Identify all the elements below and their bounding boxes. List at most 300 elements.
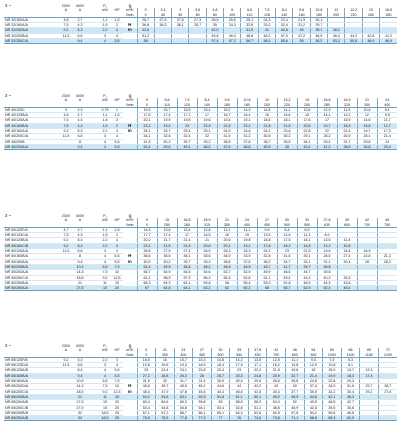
head-value: 33,8 bbox=[241, 23, 258, 28]
head-value: 54,8 bbox=[174, 405, 193, 410]
q-label: Q bbox=[128, 94, 132, 98]
head-value: 39,4 bbox=[337, 275, 357, 280]
head-value: 39,2 bbox=[197, 139, 217, 144]
q-label: Q bbox=[128, 4, 132, 8]
flow-lmin-value: 125 bbox=[258, 13, 275, 18]
power-hp: 5,5 bbox=[111, 373, 123, 378]
current-400v: 10,9 bbox=[73, 379, 87, 384]
head-value: 44 bbox=[230, 384, 249, 389]
head-value: 36,3 bbox=[154, 23, 171, 28]
power-hp: 5,5 bbox=[111, 259, 123, 264]
h-label: H bbox=[128, 22, 132, 28]
power-hp: 7,5 bbox=[111, 264, 123, 269]
head-value: 25,4 bbox=[177, 129, 197, 134]
amp-unit: A bbox=[78, 218, 82, 223]
head-value: 54,2 bbox=[304, 410, 323, 415]
q-unit-lmin: l/min bbox=[125, 102, 134, 107]
current-400v: 14,3 bbox=[73, 270, 87, 275]
power-hp: 4 bbox=[111, 134, 123, 139]
power-hp: 4 bbox=[111, 33, 123, 38]
power-kw: 11 bbox=[99, 394, 111, 399]
flow-lmin-value: 0 bbox=[137, 353, 156, 358]
head-value: 12,5 bbox=[267, 357, 286, 362]
power-hp: 2 bbox=[111, 233, 123, 238]
flow-m3h-value: 48 bbox=[286, 348, 305, 352]
head-value: 36,7 bbox=[257, 139, 277, 144]
head-value: 49,5 bbox=[304, 400, 323, 405]
head-value: 31,4 bbox=[193, 379, 212, 384]
head-value: 35,6 bbox=[341, 405, 360, 410]
head-value: 58,9 bbox=[157, 275, 177, 280]
current-400v: 8 bbox=[73, 254, 87, 259]
head-value: 21,5 bbox=[277, 123, 297, 128]
head-value: 19,6 bbox=[197, 118, 217, 123]
head-value: 25,3 bbox=[237, 249, 257, 254]
head-value: 13,5 bbox=[317, 238, 337, 243]
pump-table bbox=[4, 4, 397, 44]
head-value: 54,6 bbox=[197, 270, 217, 275]
head-value: 13,4 bbox=[177, 227, 197, 232]
power-kw: 9,2 bbox=[99, 275, 111, 280]
head-value: 49,4 bbox=[224, 33, 241, 38]
q-unit-m3h: m³/h bbox=[126, 8, 134, 13]
head-value: 35,6 bbox=[197, 254, 217, 259]
flow-m3h-value: 24 bbox=[237, 218, 257, 222]
model-name: NR 65/250B/B bbox=[4, 410, 59, 415]
model-name: NR 65/160A/A bbox=[4, 379, 59, 384]
head-value: 54,1 bbox=[193, 405, 212, 410]
flow-m3h-value: 54 bbox=[304, 348, 323, 352]
head-value: 67 bbox=[137, 286, 157, 291]
head-value: 16,2 bbox=[267, 363, 286, 368]
current-400v: 9,4 bbox=[73, 259, 87, 264]
phase-title: 3 ~ bbox=[5, 214, 11, 218]
model-name: NR 65/200A/B bbox=[4, 400, 59, 405]
power-kw: 4 bbox=[99, 144, 111, 149]
model-name: NR 65/250A/B bbox=[4, 416, 59, 421]
amp-unit: A bbox=[78, 8, 82, 13]
flow-lmin-value: 900 bbox=[304, 353, 323, 358]
head-value: 10,8 bbox=[323, 363, 342, 368]
head-value: 46,8 bbox=[237, 144, 257, 149]
head-value: 75,5 bbox=[156, 416, 175, 421]
head-value: 17 bbox=[177, 233, 197, 238]
current-230v bbox=[59, 144, 73, 149]
head-value: 29,2 bbox=[360, 389, 379, 394]
head-value: 25,1 bbox=[197, 129, 217, 134]
power-hp: 2 bbox=[111, 23, 123, 28]
model-name: NR 32/160A/A bbox=[4, 23, 59, 28]
flow-m3h-value: 66 bbox=[341, 348, 360, 352]
head-value: 15,7 bbox=[157, 107, 177, 112]
flow-m3h-value: 69 bbox=[360, 348, 379, 352]
head-value: 21,4 bbox=[177, 238, 197, 243]
head-value: 8,1 bbox=[341, 363, 360, 368]
head-value: 25,7 bbox=[157, 129, 177, 134]
current-400v: 18,5 bbox=[73, 389, 87, 394]
head-value: 14,3 bbox=[230, 357, 249, 362]
head-value: 19,8 bbox=[237, 238, 257, 243]
head-value: 7,5 bbox=[323, 357, 342, 362]
head-value: 46,5 bbox=[217, 264, 237, 269]
head-value: 18,8 bbox=[257, 238, 277, 243]
head-value: 54,9 bbox=[157, 270, 177, 275]
power-kw: 2,2 bbox=[99, 129, 111, 134]
current-230v: 7,5 bbox=[59, 233, 73, 238]
head-value: 19,8 bbox=[137, 363, 156, 368]
head-value: 24,2 bbox=[257, 249, 277, 254]
head-value: 50,8 bbox=[345, 39, 362, 44]
flow-m3h-value: 37,8 bbox=[248, 348, 267, 352]
head-value: 31,5 bbox=[277, 254, 297, 259]
head-value: 36,1 bbox=[177, 254, 197, 259]
head-value: 52,9 bbox=[297, 286, 317, 291]
flow-lmin-value: 40 bbox=[154, 13, 171, 18]
power-kw: 2,2 bbox=[99, 357, 111, 362]
spacer bbox=[123, 416, 137, 421]
power-hp: 12,5 bbox=[111, 389, 123, 394]
head-value: 24,1 bbox=[257, 129, 277, 134]
power-kw: 18,5 bbox=[99, 416, 111, 421]
flow-m3h-value: 13,2 bbox=[345, 8, 362, 12]
model-name: NR 40/125C bbox=[4, 107, 59, 112]
head-value: 37,7 bbox=[286, 389, 305, 394]
head-value: 53,6 bbox=[156, 394, 175, 399]
head-value: 25,1 bbox=[241, 17, 258, 22]
head-value: 31,2 bbox=[293, 23, 310, 28]
head-value: 26,5 bbox=[206, 17, 223, 22]
current-230v bbox=[59, 286, 73, 291]
current-400v: 21 bbox=[73, 280, 87, 285]
head-value: 31,9 bbox=[137, 379, 156, 384]
current-400v: 27,5 bbox=[73, 286, 87, 291]
head-value: 49,9 bbox=[257, 270, 277, 275]
head-value: 38,6 bbox=[337, 144, 357, 149]
power-hp: 2 bbox=[111, 118, 123, 123]
head-value: 54,2 bbox=[137, 394, 156, 399]
power-kw: 2,2 bbox=[99, 238, 111, 243]
h-unit: m bbox=[127, 259, 132, 264]
head-value: 32 bbox=[197, 134, 217, 139]
flow-lmin-value: 550 bbox=[297, 223, 317, 228]
kw-label: kW bbox=[102, 8, 108, 13]
head-value: 24,1 bbox=[174, 368, 193, 373]
head-value: 30,2 bbox=[277, 134, 297, 139]
head-value: 62 bbox=[217, 286, 237, 291]
flow-lmin-value: 450 bbox=[193, 353, 212, 358]
flow-lmin-value: 60 bbox=[189, 13, 206, 18]
flow-lmin-value: 280 bbox=[317, 103, 337, 108]
power-hp: 1,5 bbox=[111, 17, 123, 22]
head-value: 28,2 bbox=[317, 134, 337, 139]
head-value: 48,4 bbox=[177, 264, 197, 269]
q-unit-m3h: m³/h bbox=[126, 348, 134, 353]
head-value: 57,9 bbox=[177, 275, 197, 280]
head-value: 19,6 bbox=[156, 363, 175, 368]
current-400v: 5,3 bbox=[73, 28, 87, 33]
current-230v bbox=[59, 39, 73, 44]
head-value: 8,4 bbox=[277, 227, 297, 232]
head-value: 30,4 bbox=[230, 379, 249, 384]
model-name: NR 32/200A/A bbox=[4, 28, 59, 33]
head-value: 23,9 bbox=[267, 373, 286, 378]
table-row bbox=[4, 286, 397, 291]
head-value: 24 bbox=[377, 139, 397, 144]
head-value: 19,6 bbox=[317, 249, 337, 254]
head-value: 53,4 bbox=[211, 405, 230, 410]
model-name: NR 32/160A/A bbox=[4, 17, 59, 22]
head-value: 42 bbox=[267, 384, 286, 389]
head-value: 61,2 bbox=[137, 275, 157, 280]
amp-unit: A bbox=[78, 348, 82, 353]
head-value: 50,1 bbox=[248, 394, 267, 399]
head-value: 28,7 bbox=[137, 17, 154, 22]
head-value: 17,5 bbox=[277, 238, 297, 243]
current-230v: 9,2 bbox=[59, 28, 73, 33]
flow-lmin-value: 350 bbox=[357, 103, 377, 108]
head-value: 18,3 bbox=[341, 373, 360, 378]
head-value: 44,3 bbox=[297, 275, 317, 280]
head-value: 26 bbox=[193, 373, 212, 378]
flow-lmin-value: 180 bbox=[237, 103, 257, 108]
head-value: 16,5 bbox=[197, 233, 217, 238]
head-value bbox=[154, 39, 171, 44]
head-value: 11,1 bbox=[286, 357, 305, 362]
head-value: 14,9 bbox=[137, 227, 157, 232]
flow-m3h-value: 6,6 bbox=[241, 8, 258, 12]
flow-m3h-value: 13,2 bbox=[277, 98, 297, 102]
head-value: 20,3 bbox=[341, 379, 360, 384]
power-hp: 12,5 bbox=[111, 275, 123, 280]
head-value: 25 bbox=[137, 368, 156, 373]
head-value: 45,4 bbox=[328, 33, 345, 38]
power-hp: 20 bbox=[111, 286, 123, 291]
current-230v: 11,5 bbox=[59, 134, 73, 139]
head-value: 36,8 bbox=[317, 264, 337, 269]
head-value: 34,8 bbox=[357, 144, 377, 149]
head-value: 45,9 bbox=[237, 264, 257, 269]
head-value: 68,8 bbox=[304, 416, 323, 421]
head-value: 12,8 bbox=[197, 227, 217, 232]
head-value: 23 bbox=[177, 123, 197, 128]
head-value: 55,3 bbox=[217, 275, 237, 280]
power-hp: 5,5 bbox=[111, 139, 123, 144]
head-value: 15,3 bbox=[193, 357, 212, 362]
head-value: 29,1 bbox=[297, 134, 317, 139]
kw-label: kW bbox=[102, 218, 108, 223]
head-value: 24,8 bbox=[304, 379, 323, 384]
current-230v: 7,5 bbox=[59, 23, 73, 28]
power-hp: 1 bbox=[111, 107, 123, 112]
head-value: 52,4 bbox=[137, 144, 157, 149]
head-value: 18,4 bbox=[337, 249, 357, 254]
head-value: 14,6 bbox=[357, 118, 377, 123]
head-value: 46,9 bbox=[380, 39, 397, 44]
head-value: 52 bbox=[286, 400, 305, 405]
current-230v: 9,2 bbox=[59, 243, 73, 248]
head-value: 45,8 bbox=[230, 389, 249, 394]
head-value: 19,3 bbox=[174, 363, 193, 368]
q-unit-lmin: l/min bbox=[125, 222, 134, 227]
model-name: NR 40/125A/A bbox=[4, 118, 59, 123]
head-value: 53,9 bbox=[257, 280, 277, 285]
head-value: 33,2 bbox=[258, 23, 275, 28]
head-value: 44,4 bbox=[211, 389, 230, 394]
head-value: 28,6 bbox=[137, 249, 157, 254]
head-value: 17,6 bbox=[297, 118, 317, 123]
head-value: 18,5 bbox=[257, 118, 277, 123]
flow-lmin-value: 160 bbox=[293, 13, 310, 18]
head-value: 21,4 bbox=[337, 129, 357, 134]
power-kw: 1,5 bbox=[99, 23, 111, 28]
head-value: 15,9 bbox=[337, 118, 357, 123]
model-name: NR 50/250A/A bbox=[4, 286, 59, 291]
head-value: 15,9 bbox=[323, 368, 342, 373]
flow-m3h-value: 10,8 bbox=[310, 8, 327, 12]
head-value: 21,5 bbox=[297, 249, 317, 254]
flow-lmin-value: 500 bbox=[277, 223, 297, 228]
current-400v: 6,6 bbox=[73, 33, 87, 38]
current-400v: 10,9 bbox=[73, 264, 87, 269]
power-hp: 3 bbox=[111, 238, 123, 243]
p2-label: P₂ bbox=[103, 94, 107, 98]
flow-m3h-value: 15 bbox=[362, 8, 379, 12]
head-value: 27,3 bbox=[189, 17, 206, 22]
power-kw: 3 bbox=[99, 363, 111, 368]
power-kw: 1,1 bbox=[99, 113, 111, 118]
q-unit-m3h: m³/h bbox=[126, 98, 134, 103]
head-value: 62,6 bbox=[248, 410, 267, 415]
head-value: 42,5 bbox=[248, 389, 267, 394]
head-value: 27,4 bbox=[337, 254, 357, 259]
head-value: 57,4 bbox=[206, 39, 223, 44]
q-unit-lmin: l/min bbox=[125, 352, 134, 357]
current-400v: 2,7 bbox=[73, 227, 87, 232]
head-value: 11,8 bbox=[337, 238, 357, 243]
spacer bbox=[123, 144, 137, 149]
hp-label: HP bbox=[114, 348, 120, 353]
flow-m3h-value: 33 bbox=[297, 218, 317, 222]
head-value: 21,4 bbox=[377, 134, 397, 139]
head-value: 24,8 bbox=[357, 254, 377, 259]
head-value: 17 bbox=[317, 118, 337, 123]
flow-lmin-value: 800 bbox=[286, 353, 305, 358]
head-value: 67,1 bbox=[137, 410, 156, 415]
power-hp: 5,5 bbox=[111, 368, 123, 373]
head-value: 22,5 bbox=[217, 123, 237, 128]
head-value: 30,9 bbox=[211, 379, 230, 384]
power-hp: 10 bbox=[111, 384, 123, 389]
flow-m3h-value: 15 bbox=[297, 98, 317, 102]
head-value: 30,8 bbox=[257, 134, 277, 139]
power-hp: 25 bbox=[111, 410, 123, 415]
head-value: 21,9 bbox=[157, 243, 177, 248]
flow-lmin-value: 550 bbox=[230, 353, 249, 358]
current-400v: 2,7 bbox=[73, 17, 87, 22]
head-value: 26,3 bbox=[217, 249, 237, 254]
current-230v: 9,2 bbox=[59, 129, 73, 134]
head-value: 16,7 bbox=[217, 113, 237, 118]
head-value: 60,5 bbox=[267, 410, 286, 415]
model-name: NR 40/160B/A bbox=[4, 123, 59, 128]
power-hp: 20 bbox=[111, 405, 123, 410]
head-value: 51,1 bbox=[257, 275, 277, 280]
model-name: NR 65/125F/B bbox=[4, 357, 59, 362]
power-hp: 20 bbox=[111, 400, 123, 405]
power-hp: 15 bbox=[111, 280, 123, 285]
flow-lmin-value: 0 bbox=[137, 13, 154, 18]
head-value: 33,4 bbox=[317, 139, 337, 144]
flow-lmin-value: 400 bbox=[237, 223, 257, 228]
head-value: 44,6 bbox=[211, 384, 230, 389]
head-value: 42,5 bbox=[137, 28, 154, 33]
current-400v: 9,4 bbox=[73, 373, 87, 378]
pump-table bbox=[4, 344, 397, 421]
p2-label: P₂ bbox=[103, 214, 107, 218]
head-value: 24,3 bbox=[258, 17, 275, 22]
head-value: 12,1 bbox=[217, 227, 237, 232]
head-value: 16,5 bbox=[137, 357, 156, 362]
current-400v: 14,3 bbox=[73, 384, 87, 389]
head-value: 36,6 bbox=[137, 254, 157, 259]
head-value: 21,8 bbox=[257, 123, 277, 128]
head-value: 10,8 bbox=[337, 243, 357, 248]
voltage-230-label: 230V bbox=[61, 344, 71, 348]
head-value: 34,1 bbox=[137, 134, 157, 139]
current-400v: 4,3 bbox=[73, 233, 87, 238]
head-value: 62,1 bbox=[177, 280, 197, 285]
flow-m3h-value: 16,8 bbox=[177, 218, 197, 222]
head-value: 12,3 bbox=[317, 243, 337, 248]
head-value: 14,9 bbox=[237, 107, 257, 112]
head-value: 37,8 bbox=[237, 139, 257, 144]
head-value: 45,9 bbox=[286, 405, 305, 410]
model-name: NR 40/200C/A bbox=[4, 134, 59, 139]
head-value: 56,7 bbox=[241, 39, 258, 44]
head-value: 51,1 bbox=[248, 405, 267, 410]
power-kw: 1,5 bbox=[99, 118, 111, 123]
head-value: 17,8 bbox=[257, 243, 277, 248]
flow-lmin-value: 180 bbox=[310, 13, 327, 18]
head-value: 9,5 bbox=[304, 357, 323, 362]
head-value: 52,6 bbox=[230, 405, 249, 410]
head-value: 42,1 bbox=[323, 394, 342, 399]
power-kw: 15 bbox=[99, 405, 111, 410]
head-value: 55,6 bbox=[276, 39, 293, 44]
head-value: 27,6 bbox=[172, 17, 189, 22]
pump-table bbox=[4, 94, 397, 150]
head-value: 67,2 bbox=[156, 410, 175, 415]
head-value: 22 bbox=[317, 129, 337, 134]
head-value: 16,3 bbox=[277, 243, 297, 248]
performance-table-2 bbox=[4, 94, 396, 150]
current-230v: 3 bbox=[59, 107, 73, 112]
head-value: 26,9 bbox=[197, 249, 217, 254]
head-value: 10,6 bbox=[357, 107, 377, 112]
head-value: 52,9 bbox=[237, 270, 257, 275]
flow-m3h-value: 42 bbox=[357, 218, 377, 222]
head-value: 46,9 bbox=[297, 280, 317, 285]
head-value: 13,7 bbox=[341, 368, 360, 373]
flow-m3h-value: 9,6 bbox=[293, 8, 310, 12]
head-value: 39,3 bbox=[197, 259, 217, 264]
flow-m3h-value: 24 bbox=[174, 348, 193, 352]
head-value: 23,6 bbox=[277, 129, 297, 134]
head-value: 46,5 bbox=[277, 270, 297, 275]
head-value: 48,5 bbox=[197, 144, 217, 149]
head-value: 53,3 bbox=[328, 39, 345, 44]
model-name: NR 65/200D/A bbox=[4, 384, 59, 389]
